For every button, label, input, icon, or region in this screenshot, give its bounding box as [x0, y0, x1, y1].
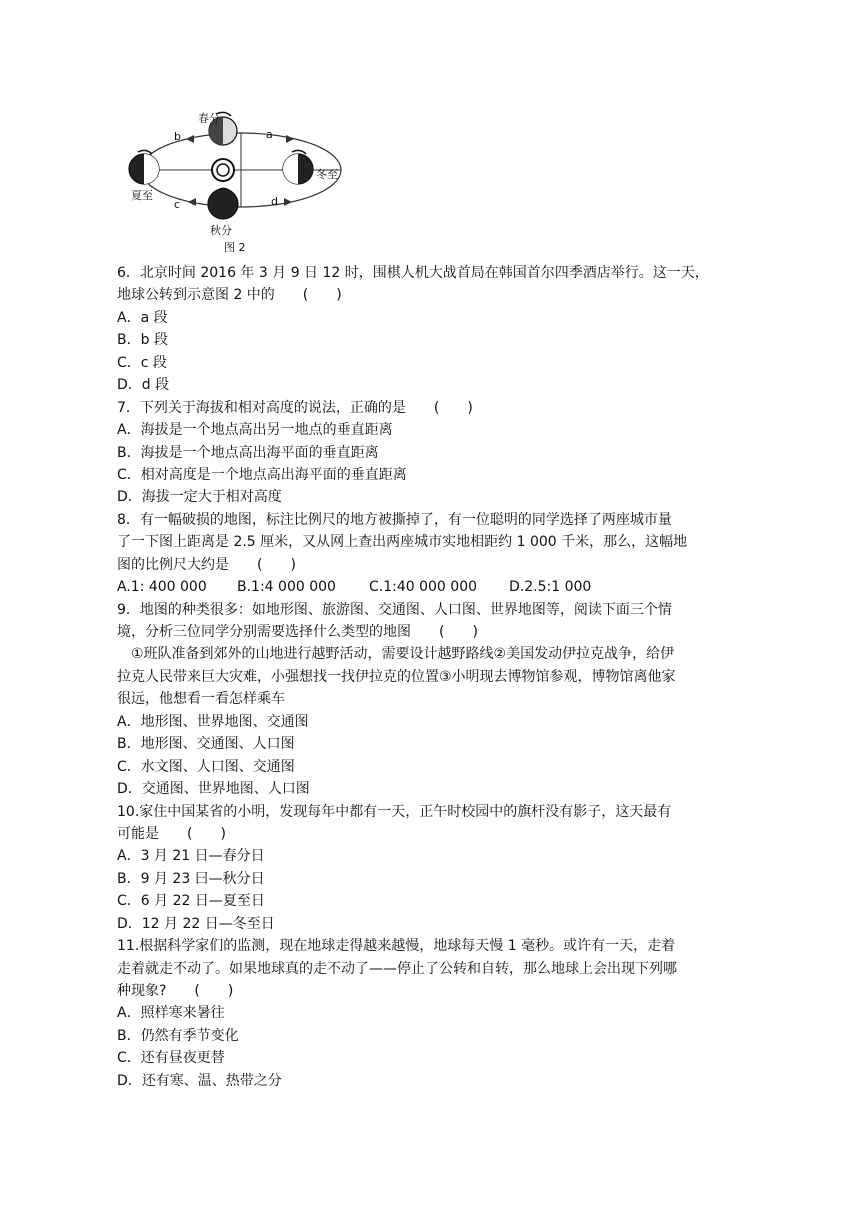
- text-line: 可能是 ( ): [117, 825, 226, 842]
- option-a: A.1: 400 000: [117, 579, 207, 596]
- text-line: 图的比例尺大约是 ( ): [117, 556, 296, 573]
- option-line: C．水文图、人口图、交通图: [117, 758, 295, 775]
- option-c: C.1:40 000 000: [369, 579, 478, 596]
- label-autumn: 秋分: [210, 224, 232, 237]
- option-line: D．12 月 22 日—冬至日: [117, 915, 275, 932]
- text-line: 8．有一幅破损的地图，标注比例尺的地方被撕掉了，有一位聪明的同学选择了两座城市量: [117, 511, 672, 528]
- label-seg-c: c: [174, 198, 181, 211]
- option-line: D．d 段: [117, 377, 170, 394]
- option-line: A．3 月 21 日—春分日: [117, 848, 265, 865]
- label-summer: 夏至: [131, 189, 153, 202]
- option-line: A．照样寒来暑往: [117, 1005, 225, 1022]
- label-seg-d: d: [271, 195, 278, 208]
- option-line: D．海拔一定大于相对高度: [117, 489, 282, 506]
- option-d: D.2.5:1 000: [509, 579, 592, 596]
- text-line: 6．北京时间 2016 年 3 月 9 日 12 时，围棋人机大战首局在韩国首尔四季酒店举行。这一天，: [117, 265, 709, 281]
- option-line: C．还有昼夜更替: [117, 1050, 225, 1067]
- orbit-arrow-d: [284, 198, 292, 206]
- option-line: A．地形图、世界地图、交通图: [117, 713, 309, 730]
- sun-icon: [212, 159, 234, 181]
- text-line: 7．下列关于海拔和相对高度的说法，正确的是 ( ): [117, 399, 473, 416]
- option-line: D．还有寒、温、热带之分: [117, 1072, 282, 1089]
- option-line: A．a 段: [117, 309, 168, 326]
- text-line: 地球公转到示意图 2 中的 ( ): [117, 287, 342, 304]
- earth-orbit-figure: [126, 108, 356, 256]
- option-line: B．b 段: [117, 332, 168, 349]
- text-line: 很远，他想看一看怎样乘车: [117, 691, 285, 708]
- label-winter: 冬至: [316, 168, 338, 181]
- orbit-arrow-a: [286, 135, 294, 143]
- text-line: 种现象? ( ): [117, 983, 234, 999]
- earth-winter-icon: [283, 150, 313, 184]
- option-line: C．c 段: [117, 354, 167, 371]
- earth-autumn-icon: [208, 188, 238, 219]
- earth-summer-icon: [129, 150, 159, 184]
- option-line: B．地形图、交通图、人口图: [117, 736, 295, 753]
- text-line: 11.根据科学家们的监测，现在地球走得越来越慢，地球每天慢 1 毫秒。或许有一天，走着: [117, 938, 676, 955]
- question-text: [117, 262, 757, 1092]
- option-row: [117, 576, 757, 598]
- option-line: A．海拔是一个地点高出另一地点的垂直距离: [117, 422, 393, 439]
- text-line: 了一下图上距离是 2.5 厘米，又从网上查出两座城市实地相距约 1 000 千米，那么，这幅地: [117, 534, 688, 551]
- option-line: B．海拔是一个地点高出海平面的垂直距离: [117, 444, 379, 461]
- option-line: B．仍然有季节变化: [117, 1027, 239, 1044]
- orbit-arrow-c: [188, 198, 196, 206]
- label-spring: 春分: [198, 112, 220, 125]
- option-b: B.1:4 000 000: [237, 579, 336, 596]
- text-line: 走着就走不动了。如果地球真的走不动了——停止了公转和自转，那么地球上会出现下列哪: [117, 960, 677, 977]
- text-line: ①班队准备到郊外的山地进行越野活动，需要设计越野路线②美国发动伊拉克战争，给伊: [117, 646, 675, 663]
- option-line: C．相对高度是一个地点高出海平面的垂直距离: [117, 466, 407, 483]
- figure-caption: 图 2: [224, 241, 246, 254]
- text-line: 10.家住中国某省的小明，发现每年中都有一天，正午时校园中的旗杆没有影子，这天最有: [117, 803, 672, 820]
- text-line: 9．地图的种类很多：如地形图、旅游图、交通图、人口图、世界地图等，阅读下面三个情: [117, 601, 672, 618]
- option-line: C．6 月 22 日—夏至日: [117, 893, 265, 910]
- label-seg-b: b: [174, 130, 181, 143]
- text-line: 拉克人民带来巨大灾难，小强想找一找伊拉克的位置③小明现去博物馆参观，博物馆离他家: [117, 668, 676, 685]
- label-seg-a: a: [266, 128, 273, 141]
- option-line: B．9 月 23 曰—秋分日: [117, 870, 265, 887]
- option-line: D．交通图、世界地图、人口图: [117, 781, 310, 798]
- text-line: 境，分析三位同学分别需要选择什么类型的地图 ( ): [117, 624, 478, 640]
- orbit-arrow-b: [186, 135, 194, 143]
